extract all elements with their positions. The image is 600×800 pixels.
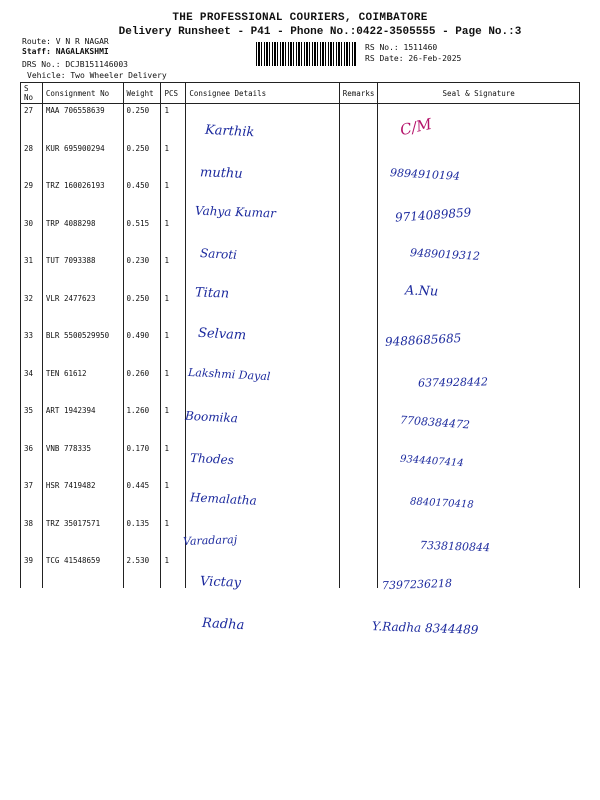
cell-pcs: 1 bbox=[161, 254, 186, 292]
cell-pcs: 1 bbox=[161, 404, 186, 442]
cell-pcs: 1 bbox=[161, 554, 186, 588]
cell-consignment: TEN 61612 bbox=[42, 367, 123, 405]
cell-pcs: 1 bbox=[161, 479, 186, 517]
cell-consignment: ART 1942394 bbox=[42, 404, 123, 442]
cell-pcs: 1 bbox=[161, 104, 186, 142]
cell-weight: 0.230 bbox=[123, 254, 161, 292]
drs-number: DRS No.: DCJB151146003 bbox=[22, 60, 128, 69]
handwritten-consignee: Saroti bbox=[199, 246, 238, 262]
cell-consignment: KUR 695900294 bbox=[42, 142, 123, 180]
cell-weight: 1.260 bbox=[123, 404, 161, 442]
company-title: THE PROFESSIONAL COURIERS, COIMBATORE bbox=[172, 12, 428, 24]
rs-number: RS No.: 1511460 bbox=[365, 43, 438, 52]
handwritten-signature: A.Nu bbox=[404, 283, 439, 300]
cell-pcs: 1 bbox=[161, 217, 186, 255]
table-row bbox=[21, 217, 580, 255]
handwritten-consignee: Victay bbox=[199, 574, 242, 591]
cell-weight: 0.250 bbox=[123, 104, 161, 142]
cell-pcs: 1 bbox=[161, 292, 186, 330]
cell-weight: 0.135 bbox=[123, 517, 161, 555]
cell-weight: 0.260 bbox=[123, 367, 161, 405]
handwritten-signature: Y.Radha 8344489 bbox=[371, 619, 479, 637]
table-row bbox=[21, 104, 580, 142]
handwritten-consignee: muthu bbox=[199, 165, 243, 182]
handwritten-consignee: Radha bbox=[201, 615, 245, 634]
handwritten-signature: C/M bbox=[398, 114, 434, 140]
table-row bbox=[21, 179, 580, 217]
cell-consignment: TCG 41548659 bbox=[42, 554, 123, 588]
col-header-remarks: Remarks bbox=[339, 83, 378, 104]
handwritten-signature: 8840170418 bbox=[409, 496, 474, 511]
cell-sno: 37 bbox=[21, 479, 43, 517]
cell-consignment: TRZ 35017571 bbox=[42, 517, 123, 555]
handwritten-consignee: Hemalatha bbox=[189, 490, 258, 508]
cell-weight: 0.170 bbox=[123, 442, 161, 480]
cell-pcs: 1 bbox=[161, 367, 186, 405]
cell-sno: 29 bbox=[21, 179, 43, 217]
table-row bbox=[21, 292, 580, 330]
col-header-pcs: PCS bbox=[161, 83, 186, 104]
handwritten-signature: 9344407414 bbox=[399, 453, 464, 470]
table-row bbox=[21, 517, 580, 555]
col-header-seal: Seal & Signature bbox=[378, 83, 580, 104]
handwritten-consignee: Boomika bbox=[184, 408, 239, 426]
table-row bbox=[21, 367, 580, 405]
handwritten-signature: 7397236218 bbox=[381, 576, 453, 593]
handwritten-signature: 7708384472 bbox=[399, 413, 471, 432]
cell-pcs: 1 bbox=[161, 329, 186, 367]
route-label: Route: V N R NAGAR bbox=[22, 37, 109, 46]
cell-pcs: 1 bbox=[161, 517, 186, 555]
cell-sno: 31 bbox=[21, 254, 43, 292]
handwritten-signature: 9714089859 bbox=[394, 205, 472, 225]
cell-consignment: HSR 7419482 bbox=[42, 479, 123, 517]
handwritten-signature: 9894910194 bbox=[389, 166, 461, 183]
table-header-row bbox=[21, 83, 580, 104]
staff-label: Staff: NAGALAKSHMI bbox=[22, 47, 109, 56]
cell-consignment: TUT 7093388 bbox=[42, 254, 123, 292]
cell-consignment: VLR 2477623 bbox=[42, 292, 123, 330]
cell-sno: 32 bbox=[21, 292, 43, 330]
table-row bbox=[21, 142, 580, 180]
cell-sno: 38 bbox=[21, 517, 43, 555]
cell-sno: 34 bbox=[21, 367, 43, 405]
handwritten-consignee: Karthik bbox=[204, 122, 255, 141]
col-header-weight: Weight bbox=[123, 83, 161, 104]
cell-weight: 0.450 bbox=[123, 179, 161, 217]
handwritten-consignee: Thodes bbox=[189, 450, 235, 468]
cell-weight: 0.515 bbox=[123, 217, 161, 255]
cell-sno: 27 bbox=[21, 104, 43, 142]
rs-date: RS Date: 26-Feb-2025 bbox=[365, 54, 462, 63]
runsheet-subtitle: Delivery Runsheet - P41 - Phone No.:0422-3505555 - Page No.:3 bbox=[118, 26, 522, 38]
cell-sno: 39 bbox=[21, 554, 43, 588]
table-row bbox=[21, 479, 580, 517]
cell-consignment: TRZ 160026193 bbox=[42, 179, 123, 217]
col-header-consignee: Consignee Details bbox=[186, 83, 339, 104]
col-header-sno: S No bbox=[21, 83, 43, 104]
handwritten-signature: 9488685685 bbox=[384, 331, 462, 349]
table-row bbox=[21, 442, 580, 480]
handwritten-signature: 6374928442 bbox=[417, 375, 489, 390]
vehicle-label: Vehicle: Two Wheeler Delivery bbox=[27, 71, 167, 80]
runsheet-table bbox=[20, 82, 580, 591]
table-row bbox=[21, 554, 580, 588]
table-row bbox=[21, 329, 580, 367]
cell-pcs: 1 bbox=[161, 179, 186, 217]
table-row bbox=[21, 254, 580, 292]
cell-weight: 0.250 bbox=[123, 292, 161, 330]
cell-consignment: VNB 778335 bbox=[42, 442, 123, 480]
cell-pcs: 1 bbox=[161, 142, 186, 180]
handwritten-consignee: Titan bbox=[194, 285, 230, 302]
col-header-consignment: Consignment No bbox=[42, 83, 123, 104]
cell-sno: 36 bbox=[21, 442, 43, 480]
cell-pcs: 1 bbox=[161, 442, 186, 480]
handwritten-signature: 9489019312 bbox=[409, 246, 481, 263]
handwritten-consignee: Lakshmi Dayal bbox=[187, 365, 271, 384]
cell-consignment: BLR 5500529950 bbox=[42, 329, 123, 367]
table-row bbox=[21, 404, 580, 442]
cell-weight: 0.490 bbox=[123, 329, 161, 367]
cell-consignment: MAA 706558639 bbox=[42, 104, 123, 142]
barcode bbox=[256, 42, 356, 66]
cell-weight: 2.530 bbox=[123, 554, 161, 588]
cell-consignment: TRP 4088298 bbox=[42, 217, 123, 255]
cell-sno: 30 bbox=[21, 217, 43, 255]
cell-sno: 28 bbox=[21, 142, 43, 180]
cell-sno: 33 bbox=[21, 329, 43, 367]
handwritten-consignee: Selvam bbox=[197, 325, 247, 344]
handwritten-consignee: Varadaraj bbox=[182, 533, 238, 548]
cell-weight: 0.445 bbox=[123, 479, 161, 517]
handwritten-signature: 7338180844 bbox=[419, 538, 491, 555]
cell-weight: 0.250 bbox=[123, 142, 161, 180]
handwritten-consignee: Vahya Kumar bbox=[194, 203, 277, 221]
cell-sno: 35 bbox=[21, 404, 43, 442]
